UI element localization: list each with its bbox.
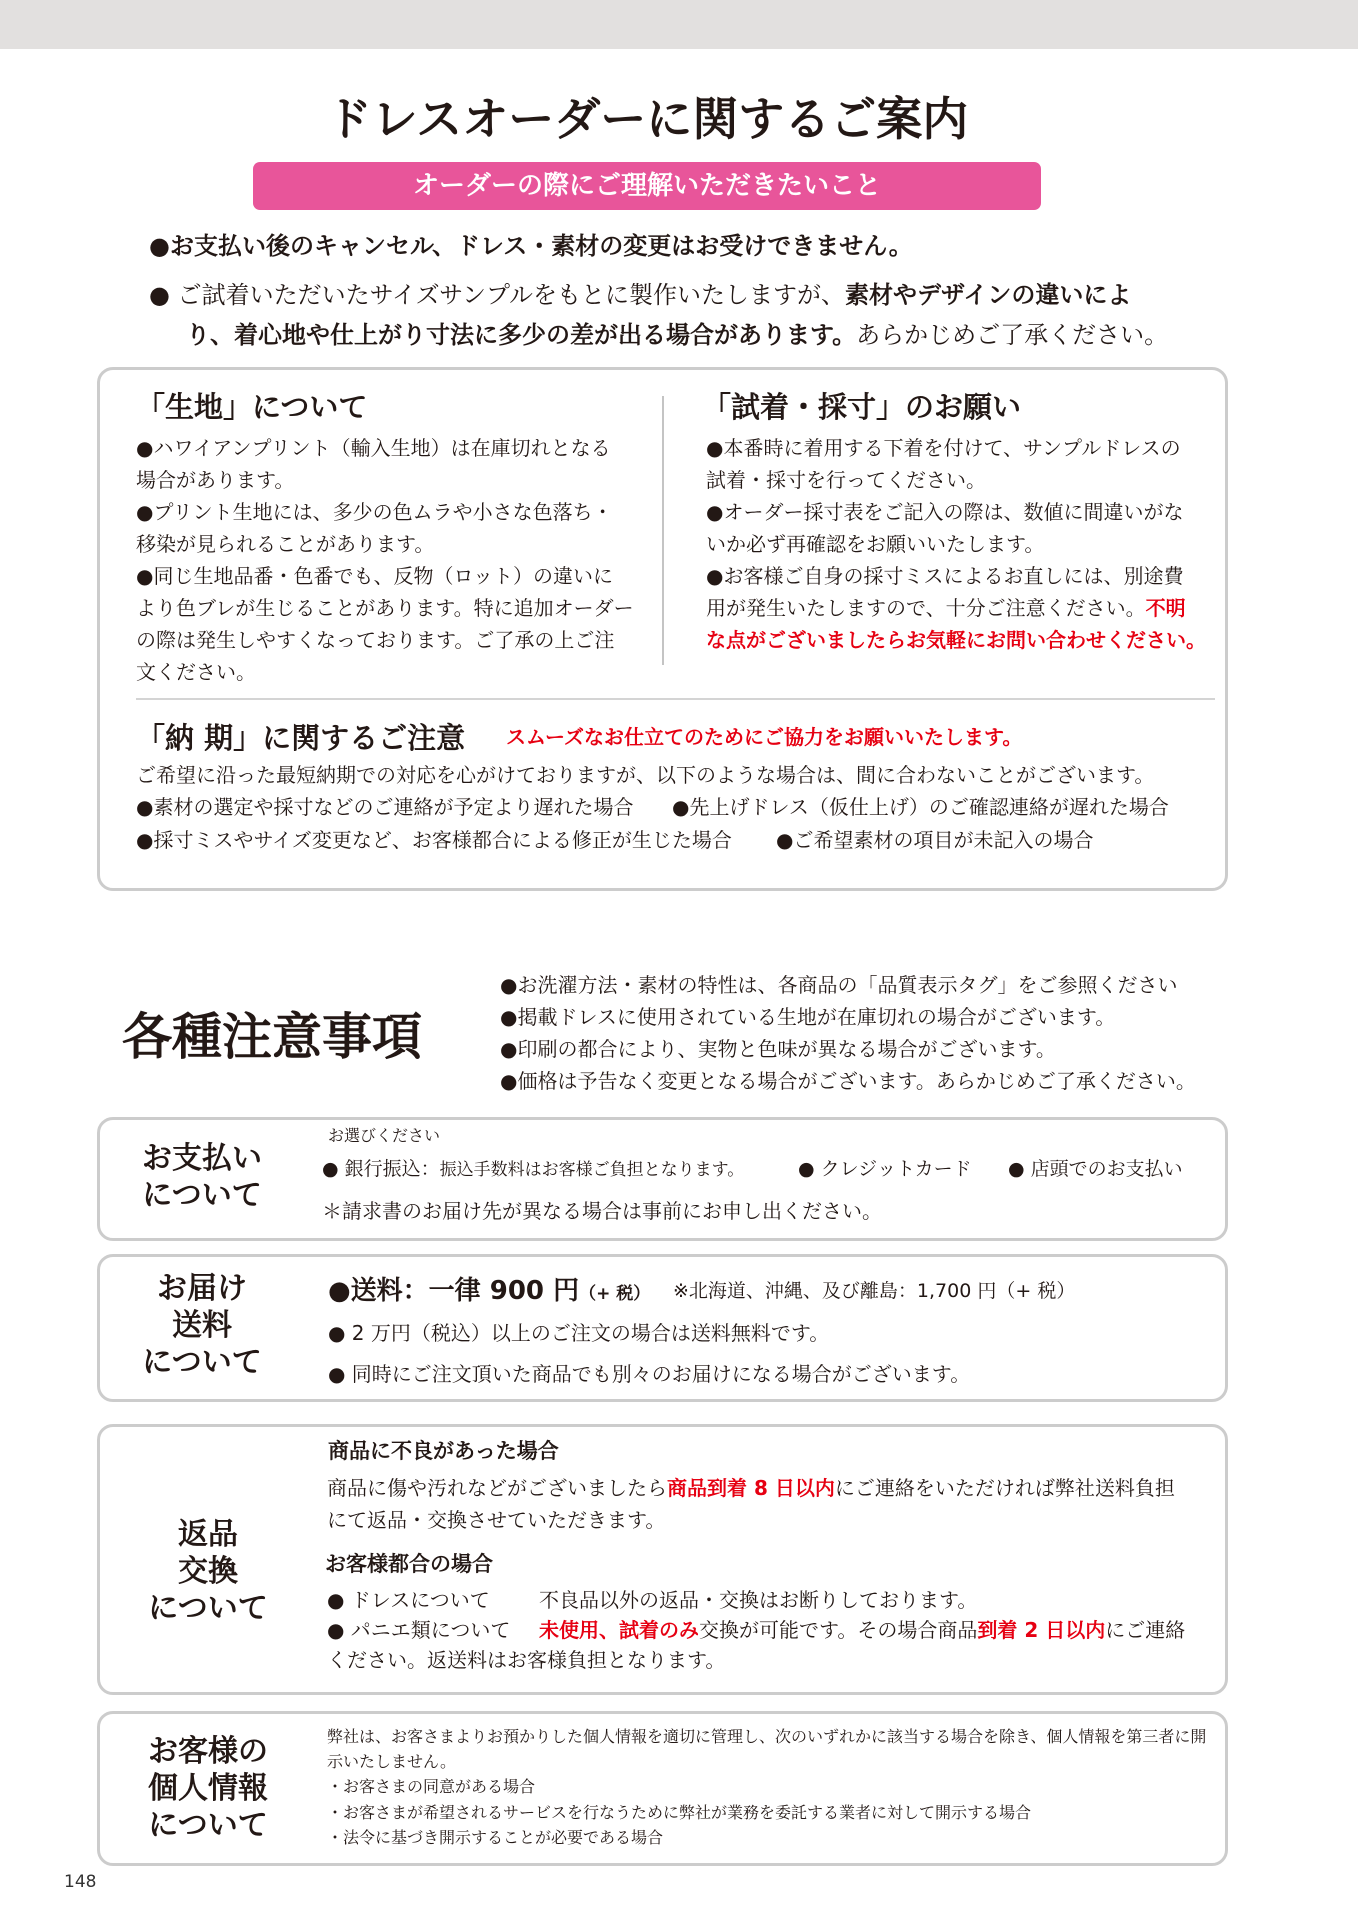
returns-pannier-condition: 未使用、試着のみ	[539, 1618, 699, 1642]
delivery-note: スムーズなお仕立てのためにご協力をお願いいたします。	[506, 725, 1023, 749]
returns-pannier-text: 交換が可能です。その場合商品	[699, 1618, 978, 1642]
delivery-item: ●先上げドレス（仮仕上げ）のご確認連絡が遅れた場合	[672, 795, 1169, 819]
payment-label	[132, 1140, 272, 1214]
payment-invoice-note: ＊請求書のお届け先が異なる場合は事前にお申し出ください。	[322, 1199, 882, 1223]
privacy-line: ・お客さまの同意がある場合	[327, 1777, 536, 1796]
returns-defect-heading: 商品に不良があった場合	[328, 1439, 559, 1463]
privacy-line: 弊社は、お客さまよりお預かりした個人情報を適切に管理し、次のいずれかに該当する場合を除き、個人情報を第三者に開	[327, 1727, 1207, 1746]
privacy-label-line: 個人情報	[148, 1771, 268, 1806]
shipping-label-line: お届け	[157, 1271, 247, 1306]
fitting-line-6-red: 不明	[1145, 596, 1186, 620]
fabric-line: ●同じ生地品番・色番でも、反物（ロット）の違いに	[136, 564, 614, 588]
bullet-cancel: ●お支払い後のキャンセル、ドレス・素材の変更はお受けできません。	[149, 232, 913, 260]
notice-item: ●価格は予告なく変更となる場合がございます。あらかじめご了承ください。	[500, 1069, 1196, 1093]
fitting-line	[706, 598, 1186, 618]
bullet-size-line-2-regular: あらかじめご了承ください。	[856, 321, 1169, 349]
column-divider	[662, 396, 664, 665]
shipping-free: ● 2 万円（税込）以上のご注文の場合は送料無料です。	[328, 1321, 830, 1345]
payment-bank-transfer	[322, 1158, 744, 1181]
bullet-size-line-1	[149, 283, 1131, 307]
shipping-fee-amount: ●送料：一律 900 円	[328, 1276, 580, 1306]
shipping-label-line: 送料	[172, 1308, 232, 1343]
bullet-size-line-1-bold: 素材やデザインの違いによ	[845, 281, 1132, 309]
notice-item: ●印刷の都合により、実物と色味が異なる場合がございます。	[500, 1037, 1056, 1061]
returns-label-line: 返品	[178, 1517, 238, 1552]
bullet-size-line-1-regular: ● ご試着いただいたサイズサンプルをもとに製作いたしますが、	[149, 281, 846, 309]
fitting-line: 試着・採寸を行ってください。	[706, 468, 986, 492]
fitting-heading: 「試着・採寸」のお願い	[702, 390, 1022, 424]
order-banner: オーダーの際にご理解いただきたいこと	[253, 162, 1041, 210]
fabric-line: の際は発生しやすくなっております。ご了承の上ご注	[136, 628, 615, 652]
returns-pannier-text-end: にご連絡	[1105, 1618, 1186, 1642]
payment-credit-card: ● クレジットカード	[798, 1158, 972, 1180]
bullet-size-line-2	[186, 323, 1168, 347]
payment-bank-label: ● 銀行振込：	[322, 1158, 440, 1180]
privacy-line: 示いたしません。	[327, 1752, 456, 1771]
shipping-separate: ● 同時にご注文頂いた商品でも別々のお届けになる場合がございます。	[328, 1362, 971, 1386]
privacy-label-line: について	[148, 1808, 268, 1843]
page-number: 148	[64, 1872, 97, 1892]
returns-defect-deadline: 商品到着 8 日以内	[667, 1476, 835, 1500]
delivery-heading: 「納 期」に関するご注意	[136, 721, 466, 755]
fitting-line-7-red: な点がございましたらお気軽にお問い合わせください。	[706, 628, 1206, 652]
returns-label	[138, 1516, 278, 1627]
returns-label-line: 交換	[178, 1554, 238, 1589]
notice-item: ●お洗濯方法・素材の特性は、各商品の「品質表示タグ」をご参照ください	[500, 973, 1178, 997]
fabric-line: 移染が見られることがあります。	[136, 532, 435, 556]
fitting-line: いか必ず再確認をお願いいたします。	[706, 532, 1045, 556]
returns-customer-heading: お客様都合の場合	[325, 1552, 493, 1576]
fitting-line: ●オーダー採寸表をご記入の際は、数値に間違いがな	[706, 500, 1184, 524]
shipping-fee	[328, 1276, 650, 1309]
notices-heading: 各種注意事項	[122, 1008, 422, 1066]
delivery-item: ●採寸ミスやサイズ変更など、お客様都合による修正が生じた場合	[136, 828, 732, 852]
fabric-line: ●プリント生地には、多少の色ムラや小さな色落ち・	[136, 500, 613, 524]
fabric-line: 場合があります。	[136, 468, 295, 492]
fabric-heading: 「生地」について	[136, 390, 368, 424]
returns-dress-label: ● ドレスについて	[327, 1588, 490, 1612]
notice-item: ●掲載ドレスに使用されている生地が在庫切れの場合がございます。	[500, 1005, 1116, 1029]
payment-prompt: お選びください	[328, 1126, 441, 1145]
section-divider	[136, 698, 1215, 700]
top-bar	[0, 0, 1358, 49]
fabric-line: より色ブレが生じることがあります。特に追加オーダー	[136, 596, 634, 620]
privacy-line: ・お客さまが希望されるサービスを行なうために弊社が業務を委託する業者に対して開示する場合	[327, 1803, 1032, 1822]
delivery-intro: ご希望に沿った最短納期での対応を心がけておりますが、以下のような場合は、間に合わないことがございます。	[136, 763, 1155, 787]
returns-defect-text-b: にご連絡をいただければ弊社送料負担	[834, 1476, 1175, 1500]
returns-pannier-label: ● パニエ類について	[327, 1618, 511, 1642]
payment-label-line: について	[142, 1178, 262, 1213]
payment-bank-note: 振込手数料はお客様ご負担となります。	[439, 1160, 745, 1180]
shipping-label-line: について	[142, 1345, 262, 1380]
bullet-size-line-2-bold: り、着心地や仕上がり寸法に多少の差が出る場合があります。	[186, 321, 857, 349]
shipping-label	[132, 1270, 272, 1381]
returns-label-line: について	[148, 1591, 268, 1626]
returns-dress-text: 不良品以外の返品・交換はお断りしております。	[539, 1588, 978, 1612]
delivery-item: ●素材の選定や採寸などのご連絡が予定より遅れた場合	[136, 795, 634, 819]
returns-pannier-deadline: 到着 2 日以内	[977, 1618, 1106, 1642]
privacy-label	[138, 1733, 278, 1844]
payment-label-line: お支払い	[142, 1141, 262, 1176]
fitting-line-6-regular: 用が発生いたしますので、十分ご注意ください。	[706, 596, 1146, 620]
fabric-line: 文ください。	[136, 660, 256, 684]
privacy-label-line: お客様の	[148, 1734, 268, 1769]
shipping-remote-fee: ※北海道、沖縄、及び離島：1,700 円（+ 税）	[673, 1280, 1076, 1302]
returns-pannier-line-2: ください。返送料はお客様負担となります。	[327, 1648, 726, 1672]
payment-in-store: ● 店頭でのお支払い	[1008, 1158, 1183, 1180]
fitting-line: ●本番時に着用する下着を付けて、サンプルドレスの	[706, 436, 1181, 460]
fabric-line: ●ハワイアンプリント（輸入生地）は在庫切れとなる	[136, 436, 611, 460]
returns-dress-line	[327, 1590, 977, 1610]
returns-pannier-line	[327, 1620, 1185, 1640]
delivery-item: ●ご希望素材の項目が未記入の場合	[776, 828, 1094, 852]
shipping-fee-tax: （+ 税）	[579, 1284, 651, 1304]
returns-defect-line-2: にて返品・交換させていただきます。	[327, 1508, 666, 1532]
page-title: ドレスオーダーに関するご案内	[325, 92, 969, 146]
returns-defect-line-1	[327, 1478, 1175, 1498]
returns-defect-text-a: 商品に傷や汚れなどがございましたら	[327, 1476, 667, 1500]
fitting-line: ●お客様ご自身の採寸ミスによるお直しには、別途費	[706, 564, 1184, 588]
privacy-line: ・法令に基づき開示することが必要である場合	[327, 1828, 664, 1847]
